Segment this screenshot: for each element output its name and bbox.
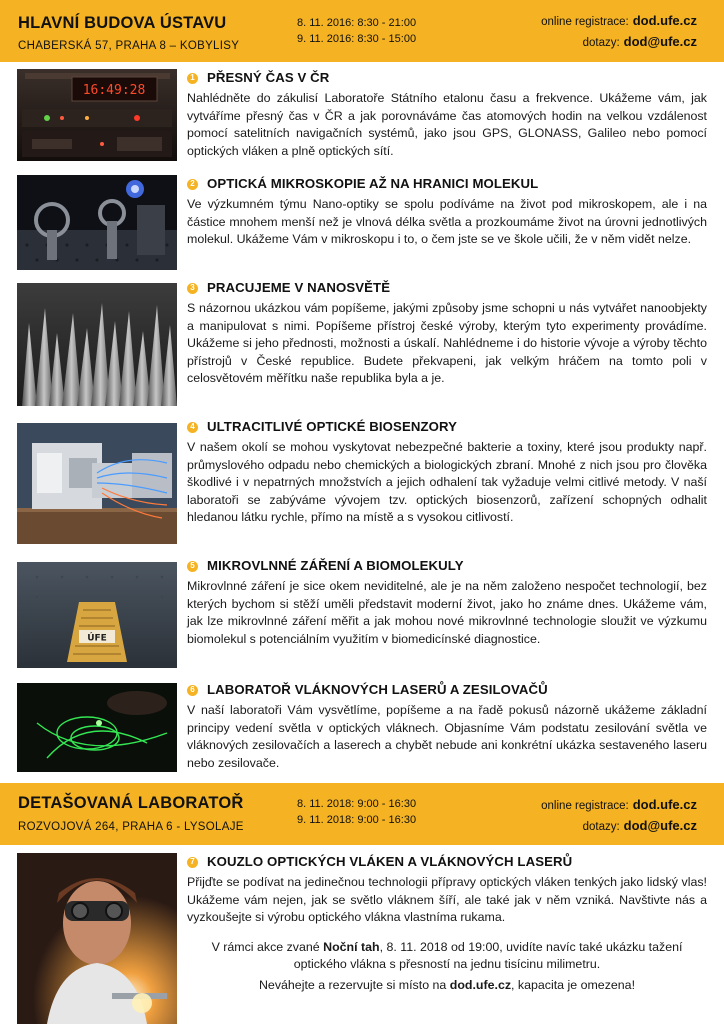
section-6 [17, 681, 707, 781]
night-event-name: Noční tah [323, 939, 380, 954]
header-main-dates [297, 15, 416, 47]
header-lab-address: ROZVOJOVÁ 264, PRAHA 6 - LYSOLAJE [18, 821, 244, 833]
header-lab-date-2: 9. 11. 2018: 9:00 - 16:30 [297, 814, 417, 826]
header-main-address: CHABERSKÁ 57, PRAHA 8 – KOBYLISY [18, 40, 240, 52]
section-4-content [187, 418, 707, 527]
section-7-cta: Neváhejte a rezervujte si místo na dod.ufe.cz, kapacita je omezena! [258, 977, 636, 992]
section-5-title: MIKROVLNNÉ ZÁŘENÍ A BIOMOLEKULY [207, 558, 464, 573]
section-5-heading [187, 557, 707, 575]
section-1-text: Nahlédněte do zákulisí Laboratoře Státního etalonu času a frekvence. Ukážeme vám, jak vytváříme přesný čas v ČR a jak porovnáváme čas atomových hodin na velkou vzdálenost pomocí satelitních navigačních systémů, jako jsou GPS, GLONASS, Galileo nebo pomocí optických vláken a plně optických sítí. [187, 91, 707, 158]
section-3 [17, 279, 707, 409]
section-4-text: V našem okolí se mohou vyskytovat nebezpečné bakterie a toxiny, které jsou produkty např. průmyslového odpadu nebo chemických a biologických zbraní. Mnohé z nich jsou pro člověka škodlivé i v nepatrných množstvích a jejich odhalení tak vyžaduje velmi citlivé metody. V naší laboratoři se zabýváme vývojem tzv. optických biosenzorů, zařízení schopných odhalit hledanou látku rychle, přímo na místě a s vysokou citlivostí. [187, 440, 707, 524]
chip-label: ÚFE [87, 633, 107, 644]
section-6-title: LABORATOŘ VLÁKNOVÝCH LASERŮ A ZESILOVAČŮ [207, 682, 548, 697]
section-5-text: Mikrovlnné záření je sice okem neviditelné, ale je na něm založeno nespočet technologií, bez kterých bychom si stěží uměli představit moderní život, jako ho známe dnes. Ukážeme vám, jak lze mikrovlnné záření měřit a jak mohou nové mikrovlnné technologie sloužit ve výzkumu biomolekul s potenciálním využitím v biomedicínské diagnostice. [187, 579, 707, 646]
number-badge-5: 5 [187, 561, 198, 572]
number-badge-6: 6 [187, 685, 198, 696]
section-1-content [187, 69, 707, 160]
section-7-text: Přijďte se podívat na jedinečnou technologii přípravy optických vláken tenkých jako lidský vlas! Ukážeme vám nejen, jak se světlo vláknem šíří, ale také jak v něm vzniká. Navštivte nás a vyzkoušejte si výrobu optického vlákna vlastníma rukama. [187, 875, 707, 924]
section-6-heading [187, 681, 707, 699]
photo-fiber-laser [17, 683, 177, 772]
section-4-heading [187, 418, 707, 436]
header-main-date-2: 9. 11. 2016: 8:30 - 15:00 [297, 33, 417, 45]
section-7 [17, 853, 707, 1024]
section-2-text: Ve výzkumném týmu Nano-optiky se spolu podíváme na život pod mikroskopem, ale i na částice mnohem menší než je vlnová délka světla a prozkoumáme život na úrovni jednotlivých molekul. Ukážeme Vám v mikroskopu i to, o čem jste se ve škole učili, že v něm vidět nelze. [187, 197, 707, 246]
section-3-title: PRACUJEME V NANOSVĚTĚ [207, 280, 391, 295]
section-1 [17, 69, 707, 169]
photo-microscope [17, 175, 177, 270]
section-3-heading [187, 279, 707, 297]
section-6-text: V naší laboratoři Vám vysvětlíme, popíšeme a na řadě pokusů názorně ukážeme základní principy vedení světla v optických vláknech. Objasníme Vám podstatu zesilování světla ve vláknových zesilovačích a laserech a chybět nebude ani konkrétní ukázka sestaveného laseru nebo zesilovače. [187, 703, 707, 770]
header-main-date-1: 8. 11. 2016: 8:30 - 21:00 [297, 17, 417, 29]
header-lab-date-1: 8. 11. 2018: 9:00 - 16:30 [297, 798, 417, 810]
email-link-lab[interactable]: dod@ufe.cz [623, 818, 697, 833]
section-5-content [187, 557, 707, 648]
number-badge-4: 4 [187, 422, 198, 433]
header-main-registration: online registrace: dod.ufe.cz [541, 13, 697, 28]
section-5 [17, 557, 707, 677]
number-badge-1: 1 [187, 73, 198, 84]
header-lab-dates [297, 796, 416, 828]
section-2 [17, 175, 707, 280]
section-2-title: OPTICKÁ MIKROSKOPIE AŽ NA HRANICI MOLEKUL [207, 176, 539, 191]
header-lab-registration: online registrace: dod.ufe.cz [541, 797, 697, 812]
section-1-heading [187, 69, 707, 87]
header-main-title: HLAVNÍ BUDOVA ÚSTAVU [18, 14, 227, 32]
header-main-contact [541, 11, 697, 53]
section-7-night-event: V rámci akce zvané Noční tah, 8. 11. 2018 od 19:00, uvidíte navíc také ukázku tažení optického vlákna s přesností na jednu tisícinu milimetru. [211, 939, 683, 971]
registration-link[interactable]: dod.ufe.cz [632, 13, 697, 28]
clock-display: 16:49:28 [82, 83, 146, 98]
header-main-band [0, 0, 724, 62]
section-3-text: S názornou ukázkou vám popíšeme, jakými způsoby jsme schopni u nás vytvářet nanoobjekty a manipulovat s nimi. Popíšeme přístroj české výroby, kterým tyto experimenty provádíme. Ukážeme si jeho přednosti, možnosti a úskalí. Nahlédneme i do historie vývoje a výroby těchto přístrojů v České republice. Budete překvapeni, jak velkým hráčem na tomto poli v celosvětovém měřítku naše republika byla a je. [187, 301, 707, 385]
number-badge-7: 7 [187, 857, 198, 868]
section-6-content [187, 681, 707, 772]
photo-atomic-clock [17, 69, 177, 161]
registration-link-lab[interactable]: dod.ufe.cz [632, 797, 697, 812]
section-7-title: KOUZLO OPTICKÝCH VLÁKEN A VLÁKNOVÝCH LASERŮ [207, 854, 573, 869]
header-lab-title: DETAŠOVANÁ LABORATOŘ [18, 794, 244, 812]
section-7-heading [187, 853, 707, 871]
header-lab-contact [541, 795, 697, 837]
section-2-heading [187, 175, 707, 193]
photo-nanostructures [17, 283, 177, 406]
header-lab-questions: dotazy: dod@ufe.cz [582, 818, 697, 833]
email-link[interactable]: dod@ufe.cz [623, 34, 697, 49]
number-badge-2: 2 [187, 179, 198, 190]
cta-link[interactable]: dod.ufe.cz [449, 977, 512, 992]
photo-biosensor [17, 423, 177, 544]
photo-microwave-chip [17, 562, 177, 668]
number-badge-3: 3 [187, 283, 198, 294]
section-1-title: PŘESNÝ ČAS V ČR [207, 70, 330, 85]
photo-fiber-drawing [17, 853, 177, 1024]
header-main-questions: dotazy: dod@ufe.cz [582, 34, 697, 49]
section-4-title: ULTRACITLIVÉ OPTICKÉ BIOSENZORY [207, 419, 458, 434]
header-lab-band [0, 783, 724, 845]
section-7-content [187, 853, 707, 994]
section-2-content [187, 175, 707, 249]
section-3-content [187, 279, 707, 388]
section-4 [17, 418, 707, 548]
